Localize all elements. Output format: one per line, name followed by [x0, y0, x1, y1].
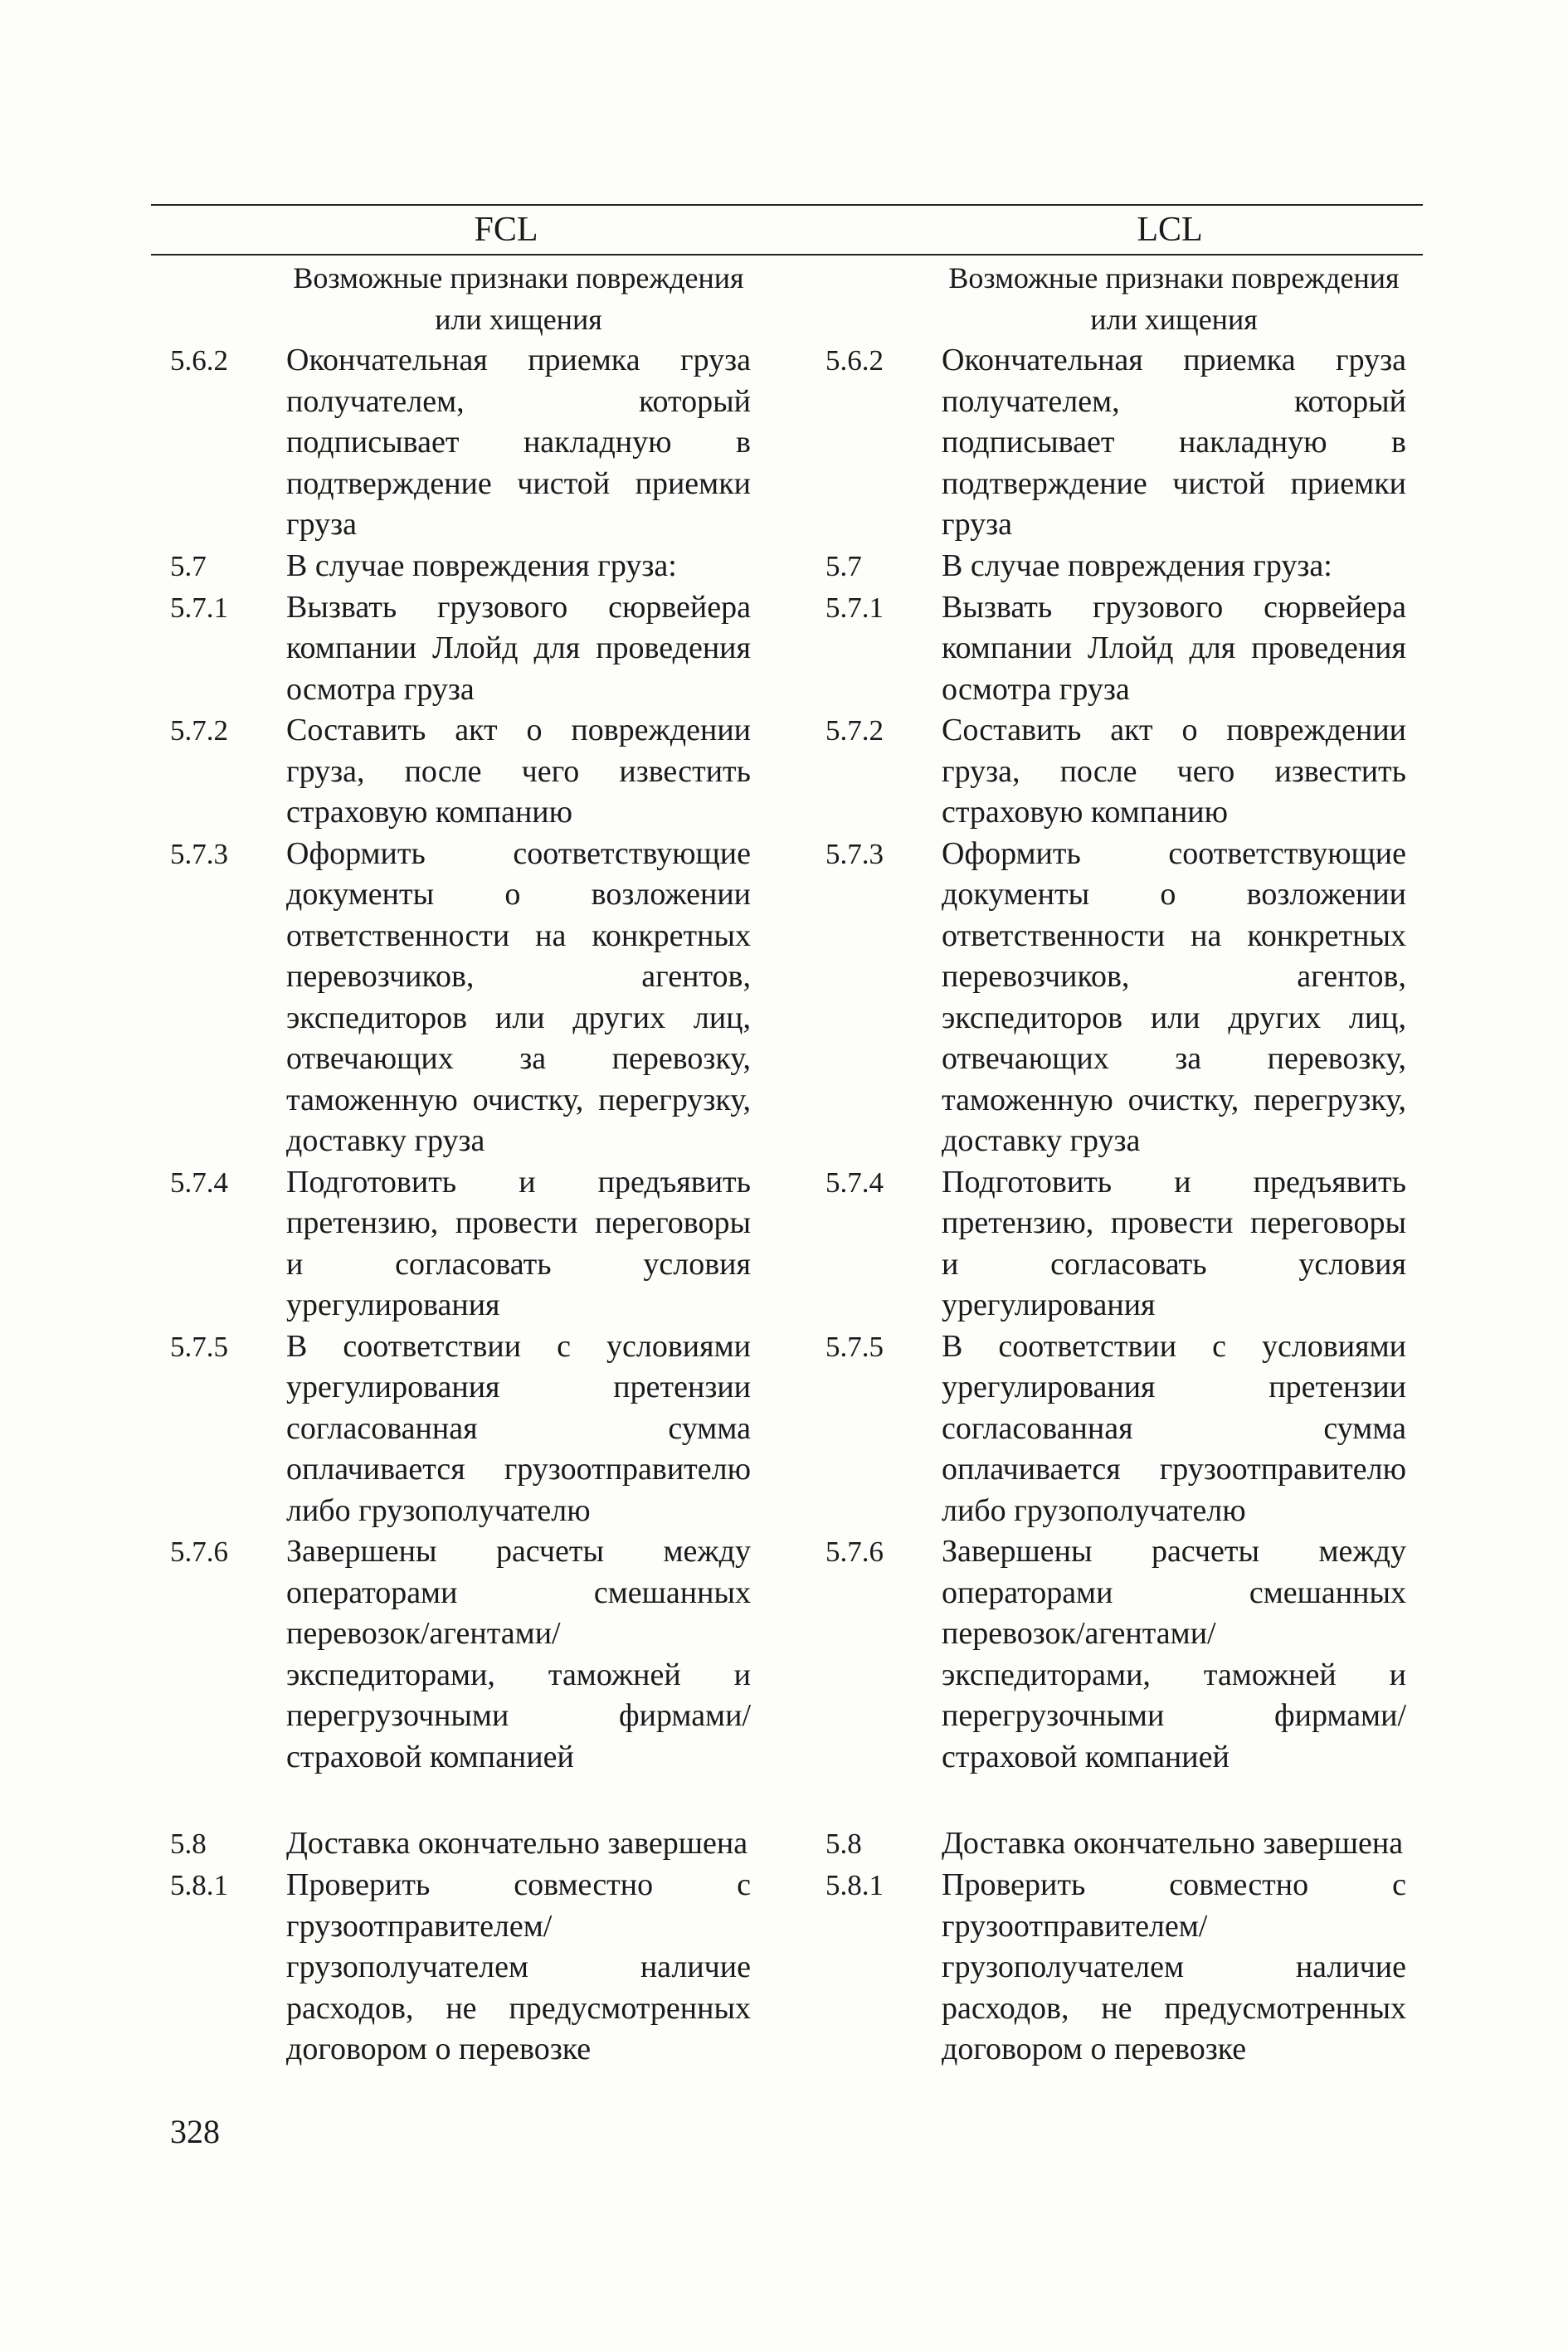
row-text: Доставка окончательно завершена [942, 1826, 1404, 1861]
fcl-subheader: Возможные признаки повреждения или хищения [293, 261, 744, 336]
page-number: 328 [170, 2113, 220, 2150]
row-text: Окончательная приемка груза получателем, который подписывает накладную в подтверждение чистой приемки груза [286, 343, 751, 542]
row-text: Подготовить и предъявить претензию, провести переговоры и согласовать условия урегулирования [942, 1164, 1406, 1322]
row-text: Завершены расчеты между операторами смешанных перевозок/агентами/экспедиторами, таможней и перегрузочными фирмами/страховой компанией [942, 1534, 1406, 1774]
row-text: В соответствии с условиями урегулирования претензии согласованная сумма оплачивается грузоотправителю либо грузополучателю [286, 1328, 751, 1528]
row-number: 5.8.1 [825, 1869, 884, 1901]
row-number: 5.7 [825, 549, 862, 582]
row-text: Доставка окончательно завершена [286, 1826, 748, 1861]
row-number: 5.7.4 [170, 1166, 228, 1199]
table-header-rule [151, 254, 1423, 256]
row-number: 5.7.3 [170, 837, 228, 870]
table-row [170, 710, 751, 834]
row-number: 5.7.1 [825, 591, 884, 624]
row-spacer [825, 1778, 1406, 1823]
table-row [825, 1326, 1406, 1532]
row-text: Оформить соответствующие документы о возложении ответственности на конкретных перевозчиков, агентов, экспедиторов или других лиц, отвечающих за перевозку, таможенную очистку, перегрузку, доставку груза [942, 835, 1406, 1158]
row-number: 5.8 [825, 1828, 862, 1860]
row-text: В соответствии с условиями урегулирования претензии согласованная сумма оплачивается грузоотправителю либо грузополучателю [942, 1328, 1406, 1528]
row-text: Проверить совместно с грузоотправителем/грузополучателем наличие расходов, не предусмотренных договором о перевозке [286, 1867, 751, 2066]
table-row [825, 587, 1406, 711]
table-row [825, 1865, 1406, 2071]
row-number: 5.7.5 [825, 1330, 884, 1363]
table-row [825, 546, 1406, 587]
row-text: В случае повреждения груза: [942, 548, 1332, 583]
row-number: 5.7 [170, 549, 207, 582]
row-text: Окончательная приемка груза получателем, который подписывает накладную в подтверждение чистой приемки груза [942, 343, 1406, 542]
table-row [825, 340, 1406, 546]
row-number: 5.7.3 [825, 837, 884, 870]
table-row [825, 1531, 1406, 1778]
fcl-column [170, 257, 751, 2071]
row-text: Вызвать грузового сюрвейера компании Ллойд для проведения осмотра груза [942, 589, 1406, 707]
row-number: 5.8 [170, 1828, 207, 1860]
row-number: 5.7.1 [170, 591, 228, 624]
row-number: 5.6.2 [825, 344, 884, 377]
row-number: 5.8.1 [170, 1869, 228, 1901]
row-text: Оформить соответствующие документы о возложении ответственности на конкретных перевозчиков, агентов, экспедиторов или других лиц, отвечающих за перевозку, таможенную очистку, перегрузку, доставку груза [286, 835, 751, 1158]
row-number: 5.7.6 [825, 1536, 884, 1568]
fcl-column-header: FCL [474, 211, 538, 249]
lcl-subheader: Возможные признаки повреждения или хищения [948, 261, 1400, 336]
row-text: Составить акт о повреждении груза, после чего известить страховую компанию [286, 713, 751, 830]
row-spacer [170, 1778, 751, 1823]
table-row [825, 1162, 1406, 1326]
row-number: 5.7.2 [170, 714, 228, 747]
table-row [825, 834, 1406, 1162]
row-number: 5.7.6 [170, 1536, 228, 1568]
row-number: 5.7.5 [170, 1330, 228, 1363]
row-text: Вызвать грузового сюрвейера компании Ллойд для проведения осмотра груза [286, 589, 751, 707]
lcl-column [825, 257, 1406, 2071]
table-row [825, 1823, 1406, 1865]
row-text: Составить акт о повреждении груза, после чего известить страховую компанию [942, 713, 1406, 830]
table-row [170, 546, 751, 587]
table-row [170, 834, 751, 1162]
table-row [170, 340, 751, 546]
table-row [170, 1326, 751, 1532]
row-text: Завершены расчеты между операторами смешанных перевозок/агентами/экспедиторами, таможней и перегрузочными фирмами/страховой компанией [286, 1534, 751, 1774]
table-row [170, 587, 751, 711]
row-text: В случае повреждения груза: [286, 548, 677, 583]
row-text: Проверить совместно с грузоотправителем/грузополучателем наличие расходов, не предусмотренных договором о перевозке [942, 1867, 1406, 2066]
row-number: 5.6.2 [170, 344, 228, 377]
row-number: 5.7.2 [825, 714, 884, 747]
row-number: 5.7.4 [825, 1166, 884, 1199]
table-row [170, 1531, 751, 1778]
table-row [825, 710, 1406, 834]
table-row [170, 1865, 751, 2071]
row-text: Подготовить и предъявить претензию, провести переговоры и согласовать условия урегулирования [286, 1164, 751, 1322]
table-row [170, 1823, 751, 1865]
table-row [170, 1162, 751, 1326]
lcl-column-header: LCL [1137, 211, 1203, 249]
